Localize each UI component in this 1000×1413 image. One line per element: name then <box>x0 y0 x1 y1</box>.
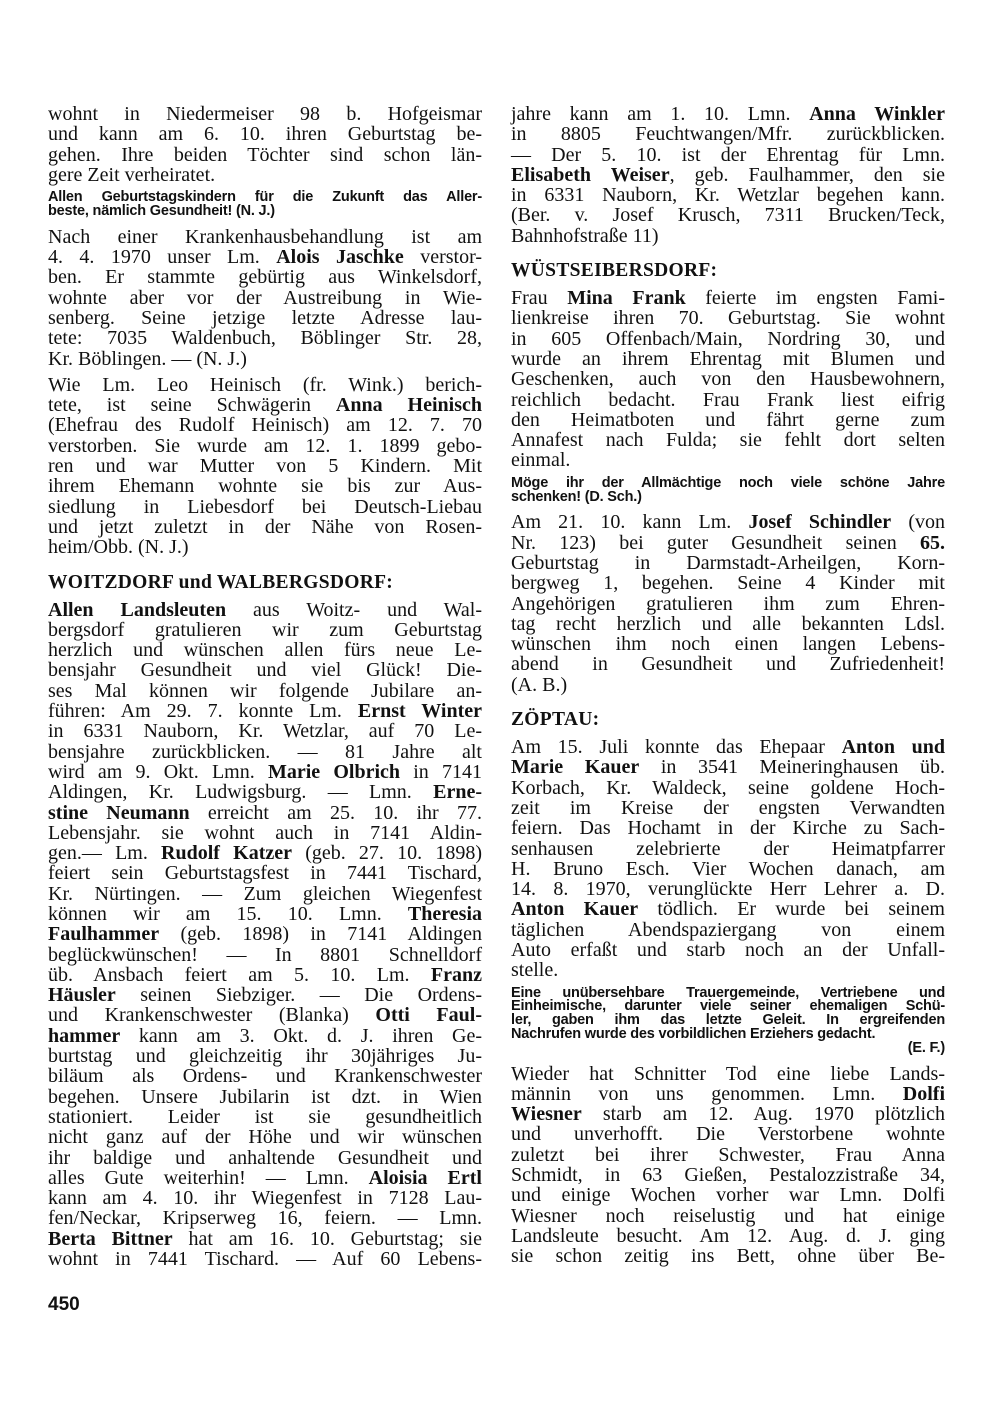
text-line: können wir am 15. 10. Lmn. Theresia <box>48 902 482 925</box>
text-line: männin von uns genommen. Lmn. Dolfi <box>511 1082 945 1105</box>
text-line: Möge ihr der Allmächtige noch viele schöne Jahre <box>511 474 945 491</box>
text-line: wohnt in Niedermeiser 98 b. Hofgeismar <box>48 103 482 125</box>
text-line: (Ber. v. Josef Krusch, 7311 Brucken/Teck, <box>511 204 945 227</box>
text-line: in 6331 Nauborn, Kr. Wetzlar begehen kann. <box>511 184 945 207</box>
text-line: 4. 4. 1970 unser Lm. Alois Jaschke verstor- <box>48 246 483 269</box>
text-line: gere Zeit verheiratet. <box>48 163 216 186</box>
right-column <box>511 104 945 1273</box>
bold-name: Elisabeth Weiser <box>511 163 670 186</box>
text-line: wohnte aber vor der Austreibung in Wie- <box>48 286 482 309</box>
text-line: ben. Er stammte gebürtig aus Winkelsdorf, <box>48 266 482 289</box>
text-line: 14. 8. 1970, verunglückte Herr Lehrer a. D. <box>511 878 945 901</box>
text-line: abend in Gesundheit und Zufriedenheit! <box>511 653 945 676</box>
text-line: Marie Kauer in 3541 Meineringhausen üb. <box>511 756 945 779</box>
text-line: wohnt in 7441 Tischard. — Auf 60 Lebens- <box>48 1248 482 1271</box>
text-line: den Heimatboten und fährt gerne zum <box>511 408 945 431</box>
text-line: nicht ganz auf der Höhe und wir wünschen <box>48 1126 482 1149</box>
text-line: tete, ist seine Schwägerin Anna Heinisch <box>48 394 482 417</box>
text-line: (Ehefrau des Rudolf Heinisch) am 12. 7. 70 <box>48 414 482 437</box>
text-line: Kr. Nürtingen. — Zum gleichen Wiegenfest <box>48 882 482 905</box>
text-line: hammer kann am 3. Okt. d. J. ihren Ge- <box>48 1024 482 1047</box>
text-line: kann am 4. 10. ihr Wiegenfest in 7128 Lau- <box>48 1187 482 1210</box>
section-heading: WOITZDORF und WALBERGSDORF: <box>48 571 394 593</box>
text-line: bergweg 1, begehen. Seine 4 Kinder mit <box>511 572 945 595</box>
text-line: Wiesner starb am 12. Aug. 1970 plötzlich <box>511 1103 945 1126</box>
text-line: Bahnhofstraße 11) <box>511 224 659 247</box>
text-line: Faulhammer (geb. 1898) in 7141 Aldingen <box>48 923 482 946</box>
text-line: Einheimische, darunter viele seiner ehemaligen Schü- <box>511 998 945 1015</box>
text-line: üb. Ansbach feiert am 5. 10. Lm. Franz <box>48 963 482 986</box>
text-line: Elisabeth Weiser, geb. Faulhammer, den sie <box>511 163 945 186</box>
text-line: Aldingen, Kr. Ludwigsburg. — Lmn. Erne- <box>48 781 482 804</box>
text-line: begehen. Unsere Jubilarin ist dzt. in Wien <box>48 1085 482 1108</box>
bold-name: Allen Landsleuten <box>48 598 227 621</box>
text-line: Schmidt, in 63 Gießen, Pestalozzistraße 34, <box>511 1164 945 1187</box>
text-line: siedlung in Liebesdorf bei Deutsch-Liebau <box>48 495 482 518</box>
text-line: wurde an ihrem Ehrentag mit Blumen und <box>511 347 945 370</box>
text-line: feiern. Das Hochamt in der Kirche zu Sach- <box>511 817 945 840</box>
text-line: schenken! (D. Sch.) <box>511 488 642 505</box>
text-line: Korbach, Kr. Waldeck, seine goldene Hoch- <box>511 776 945 799</box>
text-line: Wieder hat Schnitter Tod eine liebe Lands- <box>511 1062 945 1085</box>
text-line: wünschen ihm noch einen langen Lebens- <box>511 633 945 656</box>
bold-name: Otti Faul- <box>375 1004 482 1027</box>
text-line: reichlich bedacht. Frau Frank liest eifrig <box>511 388 945 411</box>
text-line: stationiert. Leider ist sie gesundheitlich <box>48 1105 482 1128</box>
paragraph <box>511 512 945 695</box>
text-line: stelle. <box>511 959 559 982</box>
text-line: jahre kann am 1. 10. Lmn. Anna Winkler <box>511 103 945 125</box>
paragraph <box>511 737 945 981</box>
bold-name: Anton Kauer <box>511 898 639 921</box>
text-line: ses Mal können wir folgende Jubilare an- <box>48 679 482 702</box>
paragraph <box>511 104 945 246</box>
text-line: bergsdorf gratulieren wir zum Geburtstag <box>48 618 482 641</box>
text-line: tete: 7035 Waldenbuch, Böblinger Str. 28, <box>48 327 482 350</box>
text-line: zeit im Kreise der engsten Verwandten <box>511 796 945 819</box>
text-line: einmal. <box>511 449 571 472</box>
text-line: Kr. Böblingen. — (N. J.) <box>48 347 247 370</box>
text-line: in 605 Offenbach/Main, Nordring 30, und <box>511 327 945 350</box>
text-line: tag recht herzlich und alle bekannten Ldsl. <box>511 612 945 635</box>
text-line: Nr. 123) bei guter Gesundheit seinen 65. <box>511 531 945 554</box>
text-line: heim/Obb. (N. J.) <box>48 536 189 559</box>
text-line: und jetzt zuletzt in der Nähe von Rosen- <box>48 515 482 538</box>
text-line: H. Bruno Esch. Vier Wochen danach, am <box>511 857 945 880</box>
text-line: Anton Kauer tödlich. Er wurde bei seinem <box>511 898 945 921</box>
text-line: ihrem Ehemann wohnte sie bis zur Aus- <box>48 475 482 498</box>
text-line: Berta Bittner hat am 16. 10. Geburtstag; sie <box>48 1227 482 1250</box>
text-line: senberg. Seine jetzige letzte Adresse lau- <box>48 306 482 329</box>
text-line: Lebensjahr. sie wohnt auch in 7141 Aldin- <box>48 821 482 844</box>
text-line: zuletzt bei ihrer Schwester, Frau Anna <box>511 1143 945 1166</box>
text-line: und kann am 6. 10. ihren Geburtstag be- <box>48 123 482 146</box>
signature: (E. F.) <box>907 1039 945 1056</box>
bold-name: Mina Frank <box>567 287 686 310</box>
text-line: beste, nämlich Gesundheit! (N. J.) <box>48 202 275 219</box>
text-line: Landsleute besucht. Am 12. Aug. d. J. ging <box>511 1224 945 1247</box>
text-line: Eine unübersehbare Trauergemeinde, Vertriebene und <box>511 984 945 1001</box>
text-line: Angehörigen gratulieren ihm zum Ehren- <box>511 592 945 615</box>
text-line: — Der 5. 10. ist der Ehrentag für Lmn. <box>511 143 945 166</box>
text-line: Wiesner noch reiselustig und hat einige <box>511 1204 945 1227</box>
text-line: in 8805 Feuchtwangen/Mfr. zurückblicken. <box>511 123 945 146</box>
text-line: und einige Wochen vorher war Lmn. Dolfi <box>511 1184 945 1207</box>
text-line: Häusler seinen Siebziger. — Die Ordens- <box>48 984 482 1007</box>
text-line: und unverhofft. Die Verstorbene wohnte <box>511 1123 945 1146</box>
paragraph <box>48 375 482 558</box>
text-line: burtstag und gleichzeitig ihr 30jähriges Ju- <box>48 1045 482 1068</box>
text-line: gen.— Lm. Rudolf Katzer (geb. 27. 10. 1898) <box>48 842 482 865</box>
text-line: feiert sein Geburtstagsfest in 7441 Tischard, <box>48 862 482 885</box>
text-line: Allen Geburtstagskindern für die Zukunft das Aller- <box>48 189 482 206</box>
bold-name: Alois Jaschke <box>276 246 404 269</box>
paragraph <box>48 104 482 185</box>
bold-name: Faulhammer <box>48 923 160 946</box>
bold-name: Erne- <box>433 781 482 804</box>
text-line: in 6331 Nauborn, Kr. Wetzlar, auf 70 Le- <box>48 720 482 743</box>
bold-name: Dolfi <box>902 1082 945 1105</box>
text-line: stine Neumann erreicht am 25. 10. ihr 77. <box>48 801 482 824</box>
section-heading: ZÖPTAU: <box>511 709 600 731</box>
paragraph <box>48 600 482 1270</box>
paragraph <box>48 227 482 369</box>
bold-name: Rudolf Katzer <box>161 842 292 865</box>
text-line: verstorben. Sie wurde am 12. 1. 1899 gebo- <box>48 434 482 457</box>
paragraph <box>511 1064 945 1267</box>
text-line: senhausen zelebrierte der Heimatpfarrer <box>511 837 945 860</box>
text-line: lienkreise ihren 70. Geburtstag. Sie wohnt <box>511 307 945 330</box>
left-column <box>48 104 482 1275</box>
text-line: gehen. Ihre beiden Töchter sind schon län- <box>48 143 482 166</box>
text-line: ihr baldige und anhaltende Gesundheit und <box>48 1146 482 1169</box>
text-line: Frau Mina Frank feierte im engsten Fami- <box>511 287 945 310</box>
bold-name: 65. <box>920 531 945 554</box>
text-line: führen: Am 29. 7. konnte Lm. Ernst Winter <box>48 700 483 723</box>
bold-name: Berta Bittner <box>48 1227 173 1250</box>
bold-name: Anna Winkler <box>809 103 945 125</box>
text-line: und Krankenschwester (Blanka) Otti Faul- <box>48 1004 482 1027</box>
small-print-note <box>48 191 482 219</box>
text-line: Am 15. Juli konnte das Ehepaar Anton und <box>511 736 946 759</box>
small-print-note <box>511 474 945 505</box>
bold-name: Anna Heinisch <box>335 394 482 417</box>
text-line: Geburtstag in Darmstadt-Arheilgen, Korn- <box>511 551 945 574</box>
text-line: Nach einer Krankenhausbehandlung ist am <box>48 225 482 248</box>
text-line: alles Gute weiterhin! — Lmn. Aloisia Ertl <box>48 1166 482 1189</box>
text-line: herzlich und wünschen allen fürs neue Le- <box>48 639 482 662</box>
text-line: Am 21. 10. kann Lm. Josef Schindler (von <box>511 511 945 534</box>
text-line: Auto erfaßt und starb noch an der Unfall- <box>511 938 945 961</box>
bold-name: Marie Kauer <box>511 756 640 779</box>
text-line: Allen Landsleuten aus Woitz- und Wal- <box>48 598 482 621</box>
text-line: bensjahre zurückblicken. — 81 Jahre alt <box>48 740 482 763</box>
paragraph <box>511 288 945 471</box>
text-line: fen/Neckar, Kripserweg 16, feiern. — Lmn. <box>48 1207 482 1230</box>
text-line: sie schon zeitig ins Bett, ohne über Be- <box>511 1245 945 1268</box>
text-line: Wie Lm. Leo Heinisch (fr. Wink.) berich- <box>48 373 482 396</box>
text-line: bensjahr Gesundheit und viel Glück! Die- <box>48 659 482 682</box>
bold-name: Marie Olbrich <box>267 760 401 783</box>
bold-name: Aloisia Ertl <box>368 1166 482 1189</box>
bold-name: Wiesner <box>511 1103 582 1126</box>
text-line: ren und war Mutter von 5 Kindern. Mit <box>48 455 482 478</box>
section-heading: WÜSTSEIBERSDORF: <box>511 260 718 282</box>
small-print-note <box>511 984 945 1056</box>
bold-name: Häusler <box>48 984 116 1007</box>
bold-name: hammer <box>48 1024 121 1047</box>
text-line: wird am 9. Okt. Lmn. Marie Olbrich in 7141 <box>48 760 482 783</box>
text-line: täglichen Abendspaziergang von einem <box>511 918 945 941</box>
text-line: ler, gaben ihm das letzte Geleit. In ergreifenden <box>511 1012 945 1029</box>
bold-name: Ernst Winter <box>357 700 483 723</box>
text-line: Nachrufen wurde des vorbildlichen Erziehers gedacht. <box>511 1025 876 1042</box>
bold-name: Josef Schindler <box>748 511 892 534</box>
page-number: 450 <box>48 1294 80 1315</box>
text-line: (A. B.) <box>511 673 568 696</box>
text-line: Annafest nach Fulda; sie fehlt dort selten <box>511 429 945 452</box>
bold-name: Franz <box>430 963 482 986</box>
bold-name: Anton und <box>841 736 946 759</box>
text-line: Geschenken, auch von den Hausbewohnern, <box>511 368 945 391</box>
text-line: biläum als Ordens- und Krankenschwester <box>48 1065 482 1088</box>
bold-name: Theresia <box>407 902 482 925</box>
text-line: beglückwünschen! — In 8801 Schnelldorf <box>48 943 482 966</box>
bold-name: stine Neumann <box>48 801 190 824</box>
